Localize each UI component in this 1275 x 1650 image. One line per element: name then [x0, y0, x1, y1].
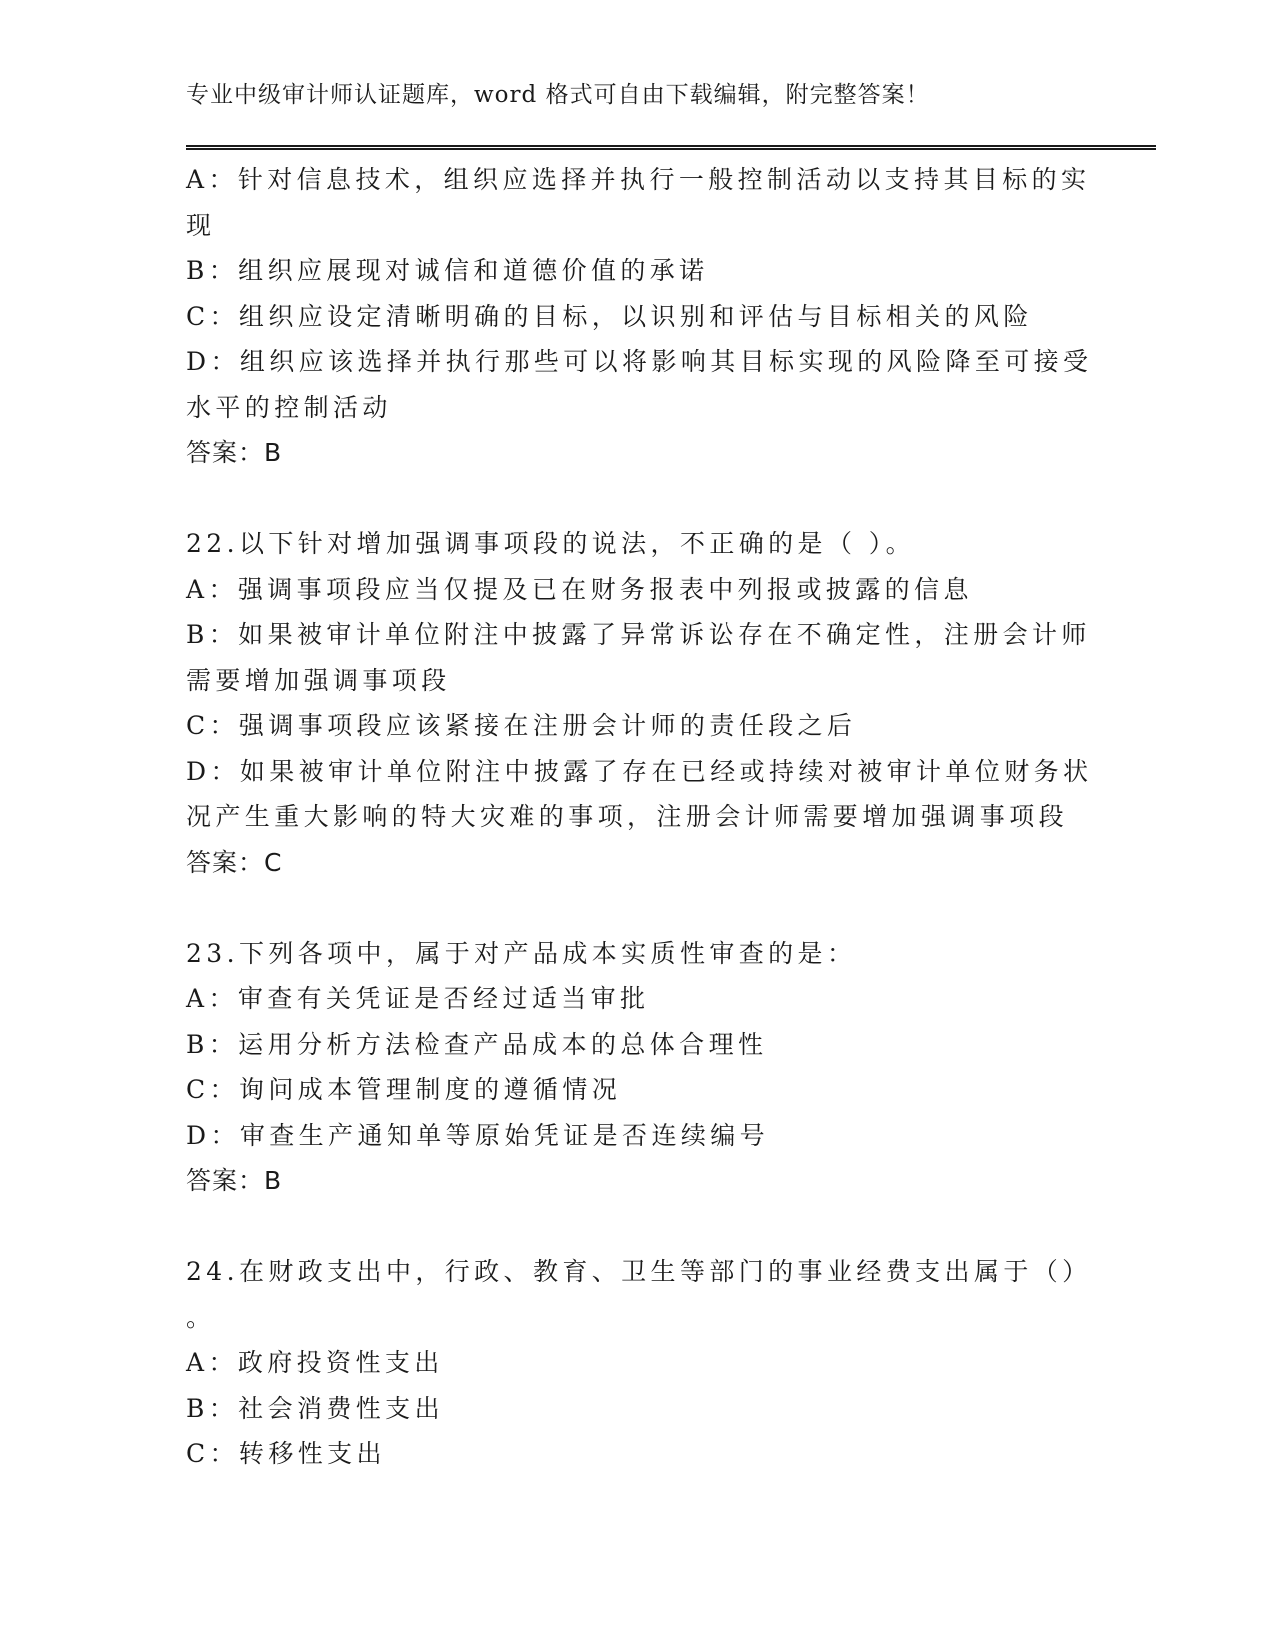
- spacer: [186, 1204, 1086, 1250]
- option-line: D：如果被审计单位附注中披露了存在已经或持续对被审计单位财务状: [186, 756, 1093, 786]
- option-line: D：组织应该选择并执行那些可以将影响其目标实现的风险降至可接受: [186, 347, 1093, 376]
- option-line: A：审查有关凭证是否经过适当审批: [186, 984, 650, 1013]
- question-block: [186, 931, 1086, 1204]
- option-line: A：政府投资性支出: [186, 1348, 444, 1377]
- question-list: [186, 157, 1093, 1477]
- question-stem: 23.下列各项中，属于对产品成本实质性审查的是：: [186, 938, 857, 968]
- question-block: [186, 521, 1093, 885]
- option-line: 水平的控制活动: [186, 392, 392, 422]
- spacer: [186, 476, 1086, 522]
- option-line: 现: [186, 210, 216, 240]
- question-stem: 。: [186, 1302, 216, 1332]
- answer-line: 答案：C: [186, 847, 283, 877]
- answer-line: 答案：B: [186, 1166, 283, 1195]
- question-stem: 22.以下针对增加强调事项段的说法，不正确的是（ ）。: [186, 529, 916, 558]
- option-line: B：如果被审计单位附注中披露了异常诉讼存在不确定性，注册会计师: [186, 620, 1091, 649]
- question-stem: 24.在财政支出中，行政、教育、卫生等部门的事业经费支出属于（）: [186, 1257, 1092, 1286]
- answer-line: 答案：B: [186, 438, 283, 467]
- option-line: C：转移性支出: [186, 1439, 386, 1468]
- option-line: B：组织应展现对诚信和道德价值的承诺: [186, 256, 709, 285]
- option-line: 需要增加强调事项段: [186, 665, 451, 695]
- option-line: C：组织应设定清晰明确的目标，以识别和评估与目标相关的风险: [186, 301, 1033, 331]
- option-line: C：强调事项段应该紧接在注册会计师的责任段之后: [186, 711, 857, 740]
- option-line: A：强调事项段应当仅提及已在财务报表中列报或披露的信息: [186, 574, 973, 604]
- question-block: [186, 1249, 1092, 1477]
- option-line: C：询问成本管理制度的遵循情况: [186, 1075, 622, 1104]
- option-line: B：运用分析方法检查产品成本的总体合理性: [186, 1029, 768, 1059]
- page-header: 专业中级审计师认证题库，word 格式可自由下载编辑，附完整答案！: [186, 82, 930, 108]
- header-divider: [186, 145, 1156, 150]
- spacer: [186, 885, 1086, 931]
- question-block: [186, 157, 1093, 476]
- option-line: B：社会消费性支出: [186, 1393, 444, 1423]
- option-line: A：针对信息技术，组织应选择并执行一般控制活动以支持其目标的实: [186, 165, 1091, 194]
- option-line: D：审查生产通知单等原始凭证是否连续编号: [186, 1120, 770, 1150]
- option-line: 况产生重大影响的特大灾难的事项，注册会计师需要增加强调事项段: [186, 802, 1069, 831]
